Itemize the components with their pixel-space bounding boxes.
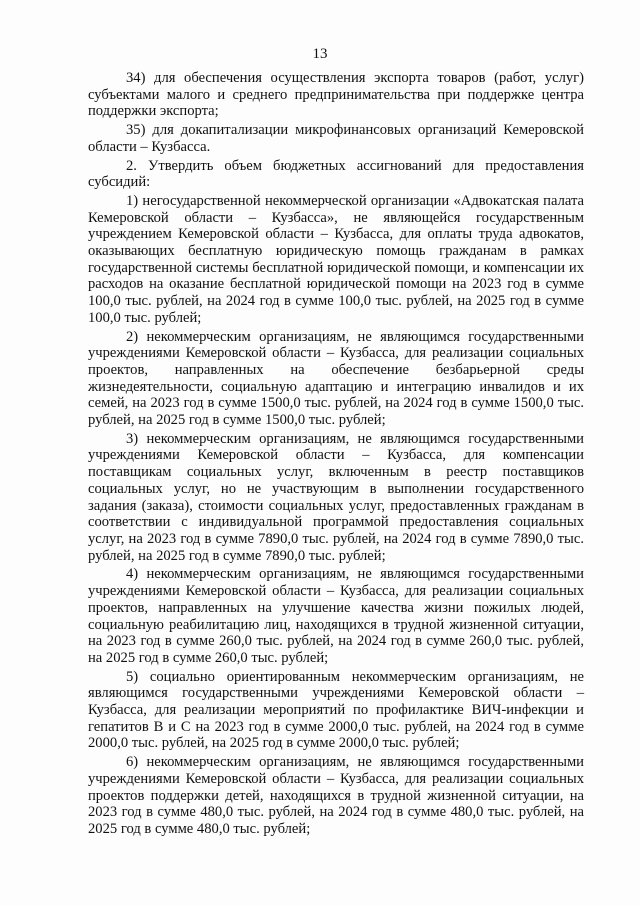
paragraph-subitem-3: 3) некоммерческим организациям, не являющимся государственными учреждениями Кемеровской области – Кузбасса, для компенсации поставщикам социальных услуг, включенным в реестр поставщиков социальных услуг, но не участвующим в выполнении государственного задания (заказа), стоимости социальных услуг, предоставленных гражданам в соответствии с индивидуальной программой предоставления социальных услуг, на 2023 год в сумме 7890,0 тыс. рублей, на 2024 год в сумме 7890,0 тыс. рублей, на 2025 год в сумме 7890,0 тыс. рублей;: [88, 430, 584, 564]
paragraph-item-35: 35) для докапитализации микрофинансовых организаций Кемеровской области – Кузбасса.: [88, 122, 584, 155]
paragraph-subitem-2: 2) некоммерческим организациям, не являющимся государственными учреждениями Кемеровской области – Кузбасса, для реализации социальных проектов, направленных на обеспечение безбарьерной среды жизнедеятельности, социальную адаптацию и интеграцию инвалидов и их семей, на 2023 год в сумме 1500,0 тыс. рублей, на 2024 год в сумме 1500,0 тыс. рублей, на 2025 год в сумме 1500,0 тыс. рублей;: [88, 328, 584, 429]
paragraph-subitem-5: 5) социально ориентированным некоммерческим организациям, не являющимся государственными учреждениями Кемеровской области – Кузбасса, для реализации мероприятий по профилактике ВИЧ-инфекции и гепатитов В и С на 2023 год в сумме 2000,0 тыс. рублей, на 2024 год в сумме 2000,0 тыс. рублей, на 2025 год в сумме 2000,0 тыс. рублей;: [88, 668, 584, 752]
page-number: 13: [312, 46, 328, 62]
paragraph-item-34: 34) для обеспечения осуществления экспорта товаров (работ, услуг) субъектами малого и среднего предпринимательства при поддержке центра поддержки экспорта;: [88, 70, 584, 120]
paragraph-subitem-1: 1) негосударственной некоммерческой организации «Адвокатская палата Кемеровской области – Кузбасса», не являющейся государственным учреждением Кемеровской области – Кузбасса, для оплаты труда адвокатов, оказывающих бесплатную юридическую помощь гражданам в рамках государственной системы бесплатной юридической помощи, и компенсации их расходов на оказание бесплатной юридической помощи на 2023 год в сумме 100,0 тыс. рублей, на 2024 год в сумме 100,0 тыс. рублей, на 2025 год в сумме 100,0 тыс. рублей;: [88, 192, 584, 326]
document-body: [88, 70, 584, 840]
paragraph-subitem-6: 6) некоммерческим организациям, не являющимся государственными учреждениями Кемеровской области – Кузбасса, для реализации социальных проектов поддержки детей, находящихся в трудной жизненной ситуации, на 2023 год в сумме 480,0 тыс. рублей, на 2024 год в сумме 480,0 тыс. рублей, на 2025 год в сумме 480,0 тыс. рублей;: [88, 754, 584, 837]
paragraph-section-2: 2. Утвердить объем бюджетных ассигнований для предоставления субсидий:: [88, 157, 584, 191]
paragraph-subitem-4: 4) некоммерческим организациям, не являющимся государственными учреждениями Кемеровской области – Кузбасса, для реализации социальных проектов, направленных на улучшение качества жизни пожилых людей, социальную реабилитацию лиц, находящихся в трудной жизненной ситуации, на 2023 год в сумме 260,0 тыс. рублей, на 2024 год в сумме 260,0 тыс. рублей, на 2025 год в сумме 260,0 тыс. рублей;: [88, 566, 584, 666]
